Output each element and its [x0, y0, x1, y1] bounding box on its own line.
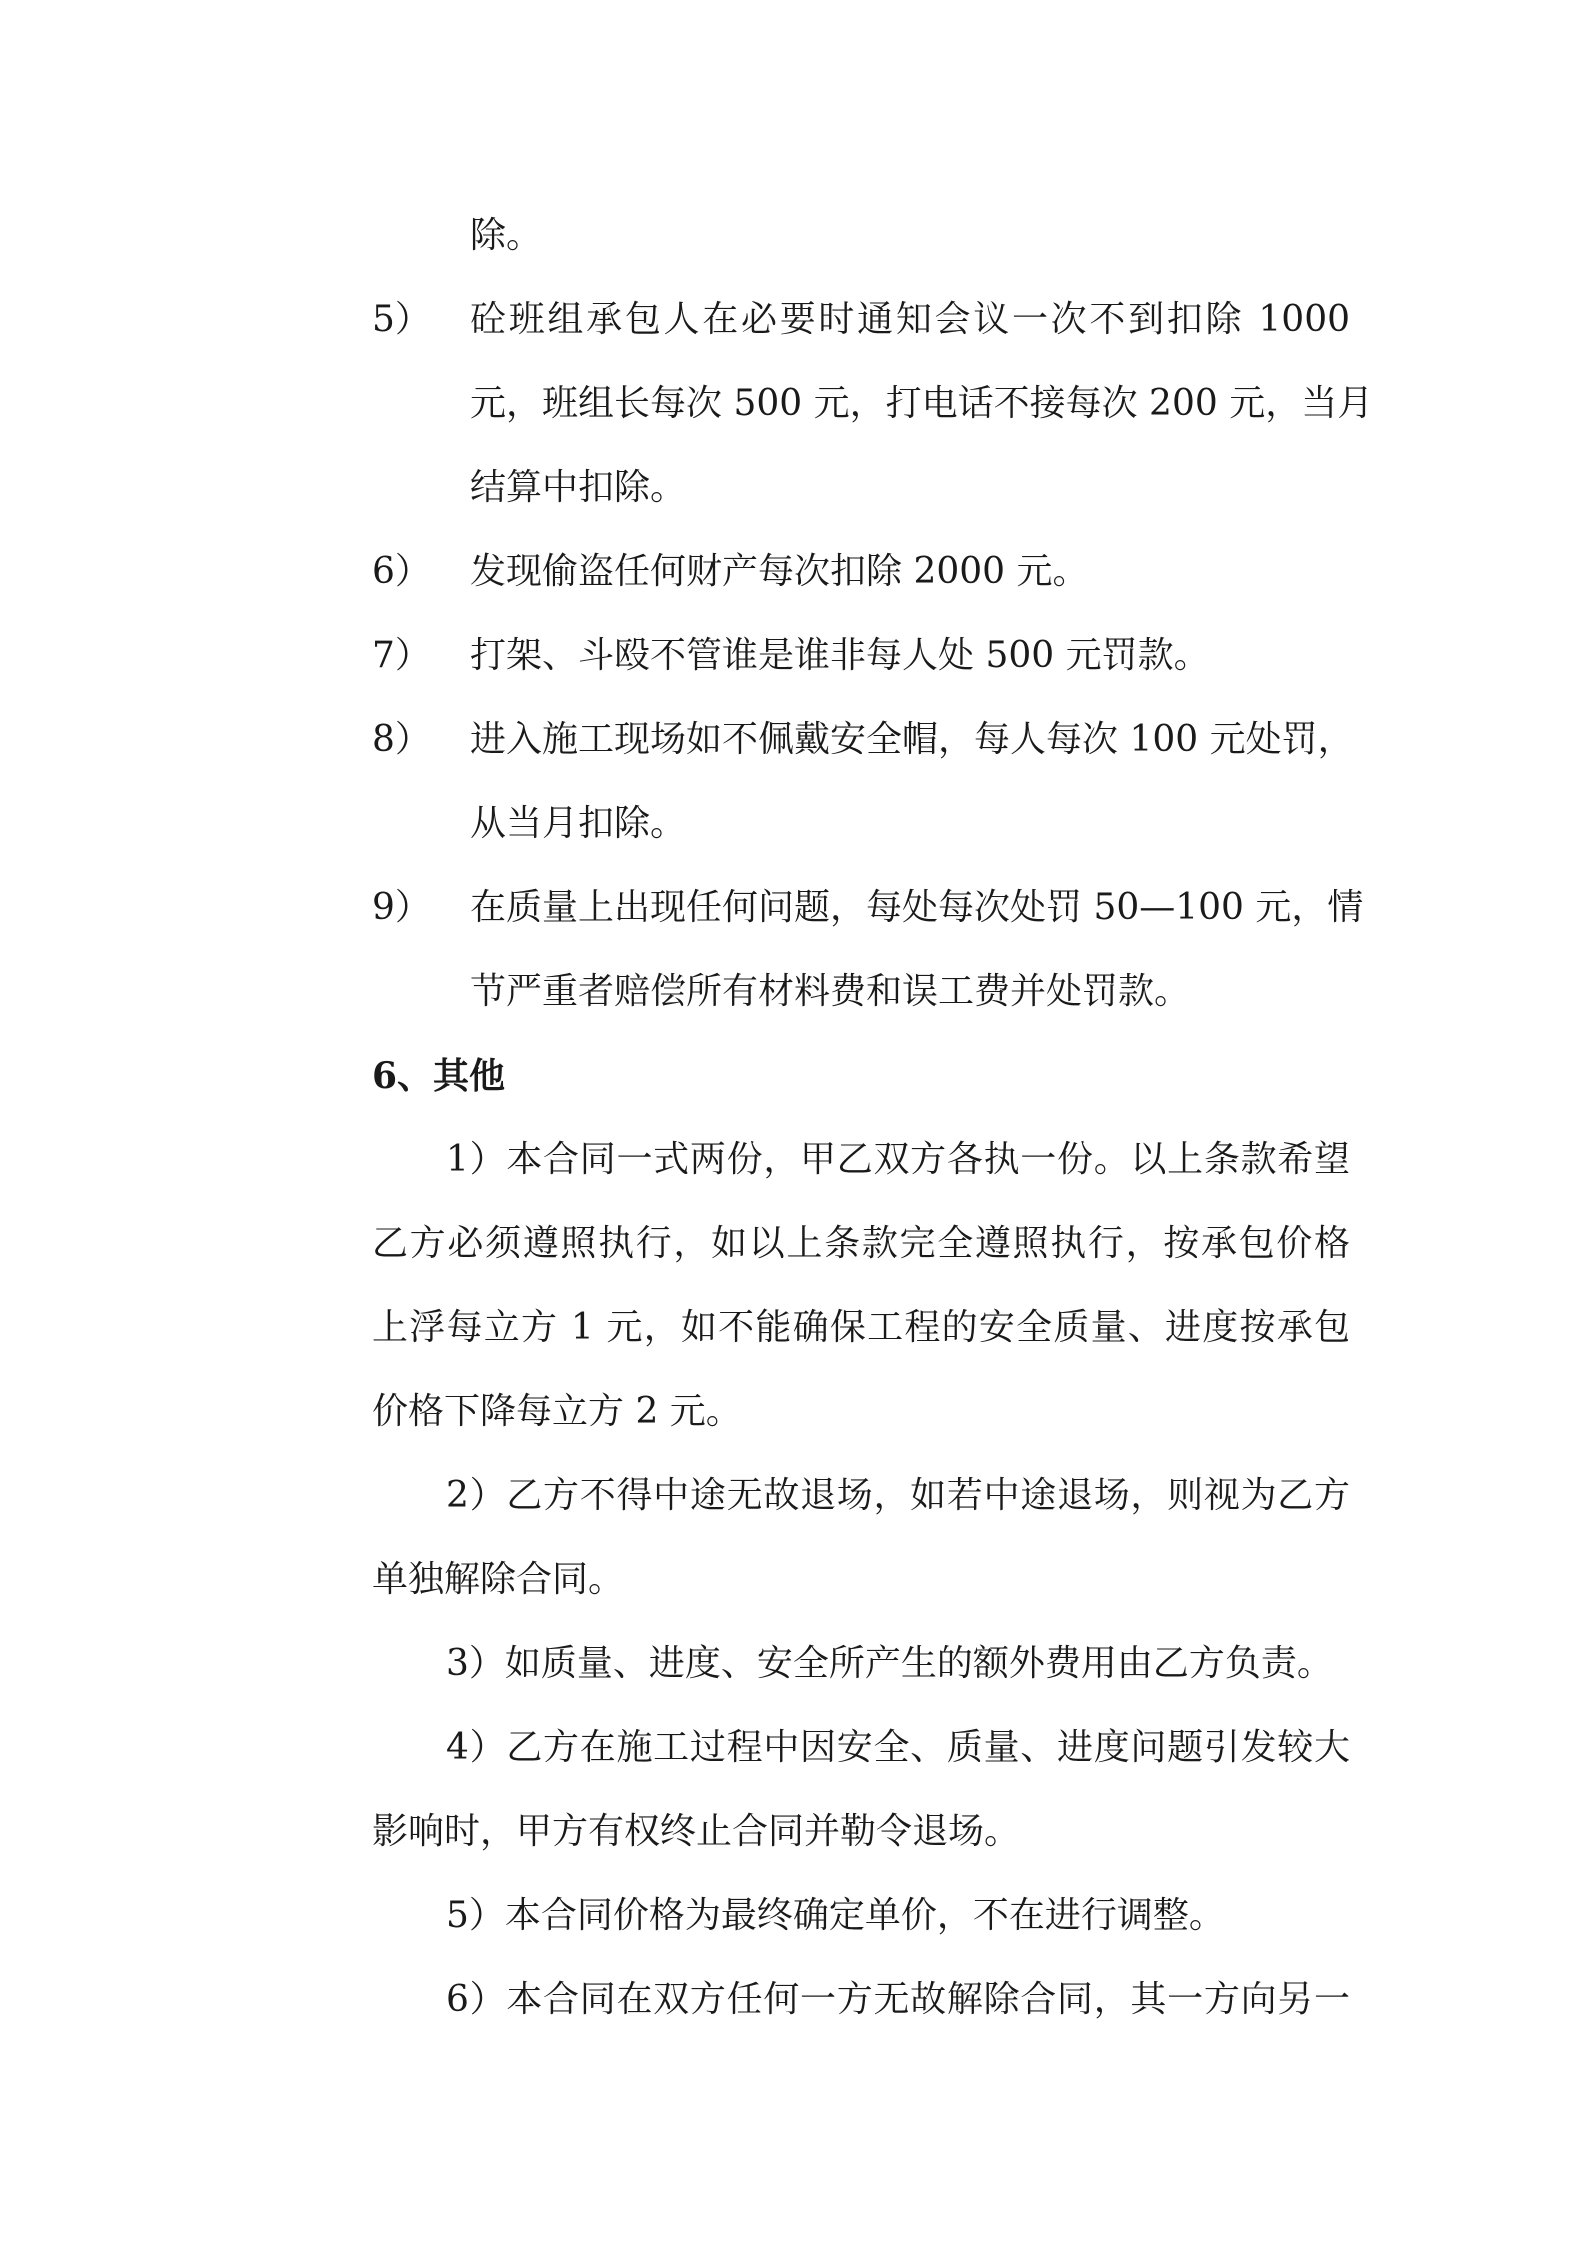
- item-number: 7）: [372, 635, 431, 676]
- paragraph-line: 影响时，甲方有权终止合同并勒令退场。: [372, 1811, 1021, 1852]
- paragraph-line: 4）乙方在施工过程中因安全、质量、进度问题引发较大: [446, 1727, 1350, 1768]
- item-number: 9）: [372, 887, 431, 928]
- item-line: 节严重者赔偿所有材料费和误工费并处罚款。: [470, 971, 1191, 1012]
- paragraph-line: 单独解除合同。: [372, 1559, 625, 1600]
- item-number: 6）: [372, 551, 431, 592]
- section-heading: 6、其他: [372, 1055, 506, 1097]
- paragraph-line: 2）乙方不得中途无故退场，如若中途退场，则视为乙方: [446, 1475, 1350, 1516]
- paragraph-line: 乙方必须遵照执行，如以上条款完全遵照执行，按承包价格: [372, 1223, 1350, 1264]
- item-number: 5）: [372, 299, 431, 340]
- item-line: 砼班组承包人在必要时通知会议一次不到扣除 1000: [470, 299, 1350, 340]
- paragraph-line: 5）本合同价格为最终确定单价，不在进行调整。: [446, 1895, 1225, 1936]
- item-line: 结算中扣除。: [470, 467, 687, 508]
- item-line: 打架、斗殴不管谁是谁非每人处 500 元罚款。: [470, 635, 1210, 676]
- item-line: 进入施工现场如不佩戴安全帽，每人每次 100 元处罚，: [470, 719, 1354, 760]
- item-line: 在质量上出现任何问题，每处每次处罚 50—100 元，情: [470, 887, 1364, 928]
- item-line: 元，班组长每次 500 元，打电话不接每次 200 元，当月: [470, 383, 1374, 424]
- paragraph-line: 6）本合同在双方任何一方无故解除合同，其一方向另一: [446, 1979, 1350, 2020]
- paragraph-line: 1）本合同一式两份，甲乙双方各执一份。以上条款希望: [446, 1139, 1350, 1180]
- item-line: 发现偷盗任何财产每次扣除 2000 元。: [470, 551, 1089, 592]
- item-line: 从当月扣除。: [470, 803, 687, 844]
- continuation-text: 除。: [470, 215, 543, 256]
- item-number: 8）: [372, 719, 431, 760]
- paragraph-line: 上浮每立方 1 元，如不能确保工程的安全质量、进度按承包: [372, 1307, 1350, 1348]
- paragraph-line: 3）如质量、进度、安全所产生的额外费用由乙方负责。: [446, 1643, 1333, 1684]
- paragraph-line: 价格下降每立方 2 元。: [372, 1391, 742, 1432]
